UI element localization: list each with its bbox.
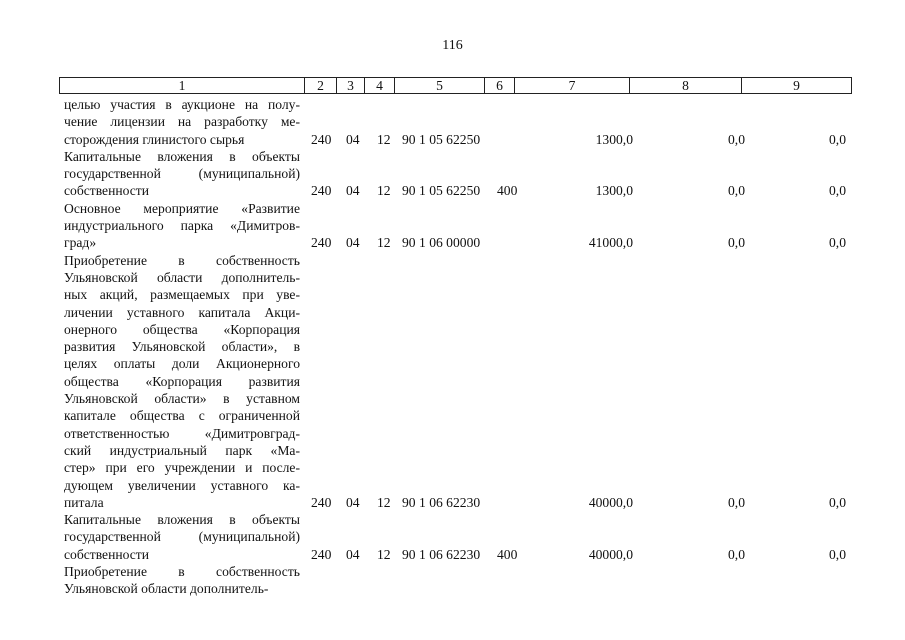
description-line: сторождения глинистого сырья bbox=[64, 131, 245, 147]
description-line: общества «Корпорация развития bbox=[64, 373, 300, 389]
description-line: Ульяновской области дополнитель- bbox=[64, 269, 300, 285]
header-col-8: 8 bbox=[630, 78, 742, 93]
cell-c5: 90 1 06 62230 bbox=[402, 494, 481, 510]
cell-c3: 04 bbox=[346, 546, 360, 562]
description-line: стер» при его учреждении и после- bbox=[64, 460, 300, 476]
table-header-row bbox=[59, 77, 852, 94]
cell-c6: 400 bbox=[497, 546, 518, 562]
cell-c4: 12 bbox=[377, 494, 391, 510]
cell-c7: 40000,0 bbox=[588, 546, 633, 562]
row-description bbox=[64, 252, 300, 511]
cell-c5: 90 1 06 00000 bbox=[402, 235, 481, 251]
cell-c8: 0,0 bbox=[728, 546, 745, 562]
description-line: целях оплаты доли Акционерного bbox=[64, 356, 300, 372]
cell-c4: 12 bbox=[377, 235, 391, 251]
cell-c8: 0,0 bbox=[728, 235, 745, 251]
description-line: онерного общества «Корпорация bbox=[64, 321, 300, 337]
description-line: Капитальные вложения в объекты bbox=[64, 148, 300, 164]
cell-c9: 0,0 bbox=[829, 235, 846, 251]
description-line: чение лицензии на разработку ме- bbox=[64, 114, 300, 130]
cell-c2: 240 bbox=[311, 546, 332, 562]
cell-c9: 0,0 bbox=[829, 494, 846, 510]
cell-c4: 12 bbox=[377, 131, 391, 147]
table-body bbox=[0, 96, 905, 598]
header-col-1: 1 bbox=[60, 78, 305, 93]
cell-c8: 0,0 bbox=[728, 494, 745, 510]
cell-c2: 240 bbox=[311, 183, 332, 199]
description-line: Ульяновской области» в уставном bbox=[64, 391, 300, 407]
description-line: ский индустриальный парк «Ма- bbox=[64, 442, 300, 458]
table-row bbox=[0, 252, 905, 512]
description-line: собственности bbox=[64, 183, 150, 199]
description-line: Приобретение в собственность bbox=[64, 252, 300, 268]
cell-c3: 04 bbox=[346, 131, 360, 147]
header-col-2: 2 bbox=[305, 78, 337, 93]
cell-c6: 400 bbox=[497, 183, 518, 199]
table-row bbox=[0, 96, 905, 148]
description-line: дующем увеличении уставного ка- bbox=[64, 477, 300, 493]
description-line: град» bbox=[64, 235, 97, 251]
header-col-3: 3 bbox=[337, 78, 365, 93]
description-line: ных акций, размещаемых при уве- bbox=[64, 287, 300, 303]
cell-c4: 12 bbox=[377, 183, 391, 199]
header-col-5: 5 bbox=[395, 78, 485, 93]
description-line: развития Ульяновской области», в bbox=[64, 339, 300, 355]
cell-c3: 04 bbox=[346, 183, 360, 199]
cell-c7: 1300,0 bbox=[595, 183, 633, 199]
cell-c7: 41000,0 bbox=[588, 235, 633, 251]
description-line: ответственностью «Димитровград- bbox=[64, 425, 300, 441]
cell-c4: 12 bbox=[377, 546, 391, 562]
description-line: питала bbox=[64, 494, 104, 510]
description-line: целью участия в аукционе на полу- bbox=[64, 97, 300, 112]
header-col-9: 9 bbox=[793, 78, 800, 93]
table-row bbox=[0, 148, 905, 200]
cell-c7: 40000,0 bbox=[588, 494, 633, 510]
table-row bbox=[0, 563, 905, 598]
description-line: Ульяновской области дополнитель- bbox=[64, 581, 269, 597]
cell-c9: 0,0 bbox=[829, 183, 846, 199]
header-col-6: 6 bbox=[485, 78, 515, 93]
table-row bbox=[0, 200, 905, 252]
cell-c2: 240 bbox=[311, 494, 332, 510]
page-number: 116 bbox=[442, 38, 463, 53]
cell-c2: 240 bbox=[311, 235, 332, 251]
cell-c5: 90 1 05 62250 bbox=[402, 131, 481, 147]
cell-c2: 240 bbox=[311, 131, 332, 147]
cell-c7: 1300,0 bbox=[595, 131, 633, 147]
cell-c3: 04 bbox=[346, 235, 360, 251]
description-line: собственности bbox=[64, 546, 150, 562]
row-description bbox=[64, 563, 300, 598]
description-line: Приобретение в собственность bbox=[64, 564, 300, 580]
cell-c8: 0,0 bbox=[728, 183, 745, 199]
description-line: личении уставного капитала Акци- bbox=[64, 304, 300, 320]
description-line: Основное мероприятие «Развитие bbox=[64, 200, 300, 216]
header-col-4: 4 bbox=[365, 78, 395, 93]
description-line: индустриального парка «Димитров- bbox=[64, 218, 300, 234]
description-line: государственной (муниципальной) bbox=[64, 166, 300, 182]
cell-c8: 0,0 bbox=[728, 131, 745, 147]
cell-c9: 0,0 bbox=[829, 131, 846, 147]
cell-c9: 0,0 bbox=[829, 546, 846, 562]
description-line: государственной (муниципальной) bbox=[64, 529, 300, 545]
description-line: Капитальные вложения в объекты bbox=[64, 512, 300, 528]
cell-c3: 04 bbox=[346, 494, 360, 510]
description-line: капитале общества с ограниченной bbox=[64, 408, 300, 424]
header-col-7: 7 bbox=[515, 78, 630, 93]
cell-c5: 90 1 06 62230 bbox=[402, 546, 481, 562]
cell-c5: 90 1 05 62250 bbox=[402, 183, 481, 199]
table-row bbox=[0, 511, 905, 563]
